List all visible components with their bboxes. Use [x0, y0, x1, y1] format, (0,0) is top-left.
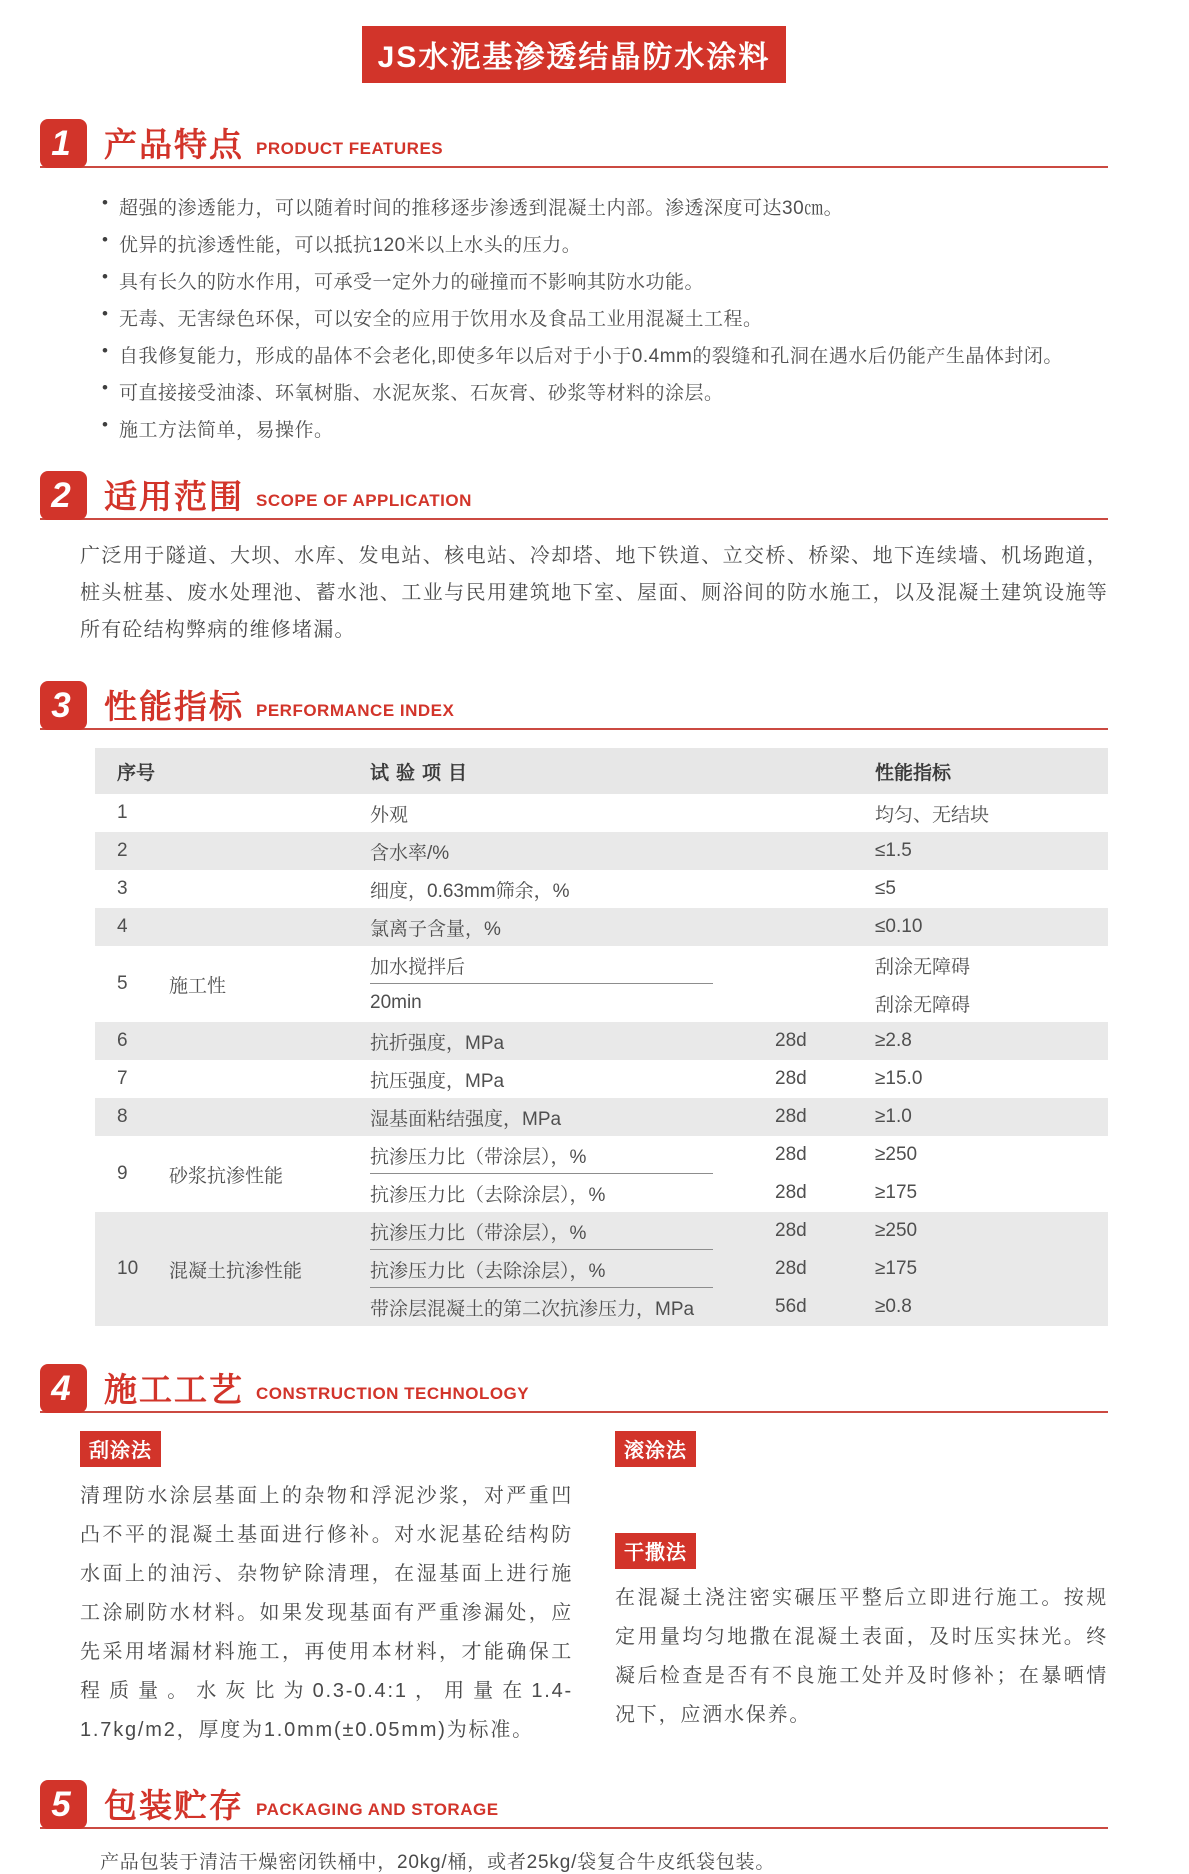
cell-age: 28d: [775, 1220, 807, 1241]
table-row: [95, 794, 1108, 832]
cell-category: 施工性: [169, 975, 227, 997]
section-number-badge: 4: [40, 1364, 87, 1413]
feature-bullet: • 可直接接受油漆、环氧树脂、水泥灰浆、石灰膏、砂浆等材料的涂层。: [100, 373, 1108, 410]
section-subtitle-en: PRODUCT FEATURES: [256, 139, 444, 158]
document-title: JS水泥基渗透结晶防水涂料: [362, 26, 787, 83]
cell-no: 1: [117, 802, 128, 823]
scope-paragraph: 广泛用于隧道、大坝、水库、发电站、核电站、冷却塔、地下铁道、立交桥、桥梁、地下连续墙、机场跑道，桩头桩基、废水处理池、蓄水池、工业与民用建筑地下室、屋面、厕浴间的防水施工，以及混凝土建筑设施等所有砼结构弊病的维修堵漏。: [80, 545, 1108, 641]
method-column-right: [615, 1431, 1108, 1750]
section-scope-header: [40, 471, 1108, 520]
cell-no: 3: [117, 878, 128, 899]
cell-value: ≥250: [875, 1220, 918, 1241]
cell-value: 均匀、无结块: [875, 804, 990, 826]
feature-bullet-list: [40, 186, 1108, 447]
cell-test-item: 20min: [370, 992, 422, 1013]
section-subtitle-en: PERFORMANCE INDEX: [256, 701, 455, 720]
section-construction-header: [40, 1364, 1108, 1413]
cell-test-item: 抗压强度，MPa: [370, 1070, 505, 1092]
cell-age: 56d: [775, 1296, 807, 1317]
cell-age: [775, 794, 875, 832]
table-row: [95, 1098, 1108, 1136]
table-row: [95, 832, 1108, 870]
feature-bullet: • 超强的渗透能力，可以随着时间的推移逐步渗透到混凝土内部。渗透深度可达30㎝。: [100, 188, 1108, 225]
cell-value: ≤1.5: [875, 840, 912, 861]
cell-no: 2: [117, 840, 128, 861]
section-title: 包装贮存: [104, 1787, 244, 1824]
method-column-left: [80, 1431, 573, 1750]
cell-age: 28d: [775, 1258, 807, 1279]
cell-no: 7: [117, 1068, 128, 1089]
packaging-paragraph: 产品包装于清洁干燥密闭铁桶中，20kg/桶，或者25kg/袋复合牛皮纸袋包装。: [100, 1852, 776, 1873]
cell-no: 4: [117, 916, 128, 937]
cell-test-item: 加水搅拌后: [370, 946, 775, 984]
cell-test-item: 氯离子含量，%: [370, 918, 501, 940]
cell-category: [169, 908, 370, 946]
cell-value: ≥175: [875, 1182, 918, 1203]
cell-value: ≥0.8: [875, 1296, 912, 1317]
cell-test-item: 细度，0.63mm筛余，%: [370, 880, 570, 902]
header-no: 序号: [117, 762, 156, 784]
section-title: 性能指标: [104, 688, 244, 725]
cell-no: 10: [117, 1258, 139, 1279]
table-row: [95, 946, 1108, 1022]
table-body: [95, 794, 1108, 1326]
cell-category: [169, 870, 370, 908]
table-row: [95, 1060, 1108, 1098]
cell-value: ≥175: [875, 1258, 918, 1279]
cell-age: [775, 984, 875, 1022]
feature-bullet: • 优异的抗渗透性能，可以抵抗120米以上水头的压力。: [100, 225, 1108, 262]
cell-test-item: 抗折强度，MPa: [370, 1032, 505, 1054]
cell-age: [775, 946, 875, 984]
feature-bullet: • 施工方法简单，易操作。: [100, 410, 1108, 447]
feature-bullet: • 自我修复能力，形成的晶体不会老化,即使多年以后对于小于0.4mm的裂缝和孔洞在遇水后仍能产生晶体封闭。: [100, 336, 1108, 373]
cell-value: ≥1.0: [875, 1106, 912, 1127]
cell-test-item: 带涂层混凝土的第二次抗渗压力，MPa: [370, 1298, 695, 1320]
cell-age: [775, 908, 875, 946]
title-bar: [40, 26, 1108, 83]
header-test-item: 试验项目: [370, 762, 475, 784]
section-number-badge: 1: [40, 119, 87, 168]
cell-age: 28d: [775, 1068, 807, 1089]
table-row: [95, 1212, 1108, 1326]
construction-methods: [80, 1431, 1108, 1750]
cell-no: 5: [117, 973, 128, 994]
section-number-badge: 3: [40, 681, 87, 730]
cell-no: 6: [117, 1030, 128, 1051]
section-packaging-header: [40, 1780, 1108, 1829]
section-title: 适用范围: [104, 478, 244, 515]
feature-bullet: • 具有长久的防水作用，可承受一定外力的碰撞而不影响其防水功能。: [100, 262, 1108, 299]
cell-age: 28d: [775, 1106, 807, 1127]
cell-test-item: 湿基面粘结强度，MPa: [370, 1108, 562, 1130]
cell-category: [169, 832, 370, 870]
cell-test-item: 含水率/%: [370, 842, 450, 864]
section-features-header: [40, 119, 1108, 168]
cell-test-item: 抗渗压力比（带涂层），%: [370, 1212, 775, 1250]
cell-test-item: 抗渗压力比（带涂层），%: [370, 1136, 775, 1174]
cell-value: ≥2.8: [875, 1030, 912, 1051]
method-gap: [615, 1471, 1108, 1533]
cell-value: ≤5: [875, 878, 896, 899]
cell-test-item: 抗渗压力比（去除涂层），%: [370, 1184, 606, 1206]
cell-value: 刮涂无障碍: [875, 956, 971, 978]
cell-value: ≤0.10: [875, 916, 923, 937]
cell-value: 刮涂无障碍: [875, 994, 971, 1016]
cell-age: [775, 832, 875, 870]
cell-category: [169, 1022, 370, 1060]
cell-no: 8: [117, 1106, 128, 1127]
performance-table: [95, 748, 1108, 1326]
header-performance-index: 性能指标: [875, 762, 952, 784]
table-row: [95, 908, 1108, 946]
cell-age: [775, 870, 875, 908]
section-title: 施工工艺: [104, 1371, 244, 1408]
table-row: [95, 870, 1108, 908]
cell-category: 混凝土抗渗性能: [169, 1260, 303, 1282]
section-performance-header: [40, 681, 1108, 730]
cell-age: 28d: [775, 1144, 807, 1165]
section-subtitle-en: CONSTRUCTION TECHNOLOGY: [256, 1384, 530, 1403]
cell-age: 28d: [775, 1182, 807, 1203]
method-badge-scrape: 刮涂法: [80, 1431, 161, 1467]
method-badge-dry: 干撒法: [615, 1533, 696, 1569]
feature-bullet: • 无毒、无害绿色环保，可以安全的应用于饮用水及食品工业用混凝土工程。: [100, 299, 1108, 336]
cell-category: [169, 794, 370, 832]
cell-test-item: 抗渗压力比（去除涂层），%: [370, 1250, 775, 1288]
table-row: [95, 1022, 1108, 1060]
cell-category: 砂浆抗渗性能: [169, 1165, 284, 1187]
cell-category: [169, 1098, 370, 1136]
section-number-badge: 5: [40, 1780, 87, 1829]
cell-value: ≥15.0: [875, 1068, 923, 1089]
cell-age: 28d: [775, 1030, 807, 1051]
section-number-badge: 2: [40, 471, 87, 520]
method-badge-roll: 滚涂法: [615, 1431, 696, 1467]
section-title: 产品特点: [104, 126, 244, 163]
cell-category: [169, 1060, 370, 1098]
section-subtitle-en: PACKAGING AND STORAGE: [256, 1800, 499, 1819]
method-text-dry: 在混凝土浇注密实碾压平整后立即进行施工。按规定用量均匀地撒在混凝土表面，及时压实抹光。终凝后检查是否有不良施工处并及时修补；在暴晒情况下，应洒水保养。: [615, 1587, 1108, 1726]
cell-test-item: 外观: [370, 804, 409, 826]
table-header-row: [95, 748, 1108, 794]
cell-value: ≥250: [875, 1144, 918, 1165]
cell-no: 9: [117, 1163, 128, 1184]
table-row: [95, 1136, 1108, 1212]
section-subtitle-en: SCOPE OF APPLICATION: [256, 491, 472, 510]
method-text-scrape: 清理防水涂层基面上的杂物和浮泥沙浆，对严重凹凸不平的混凝土基面进行修补。对水泥基砼结构防水面上的油污、杂物铲除清理，在湿基面上进行施工涂刷防水材料。如果发现基面有严重渗漏处，应先采用堵漏材料施工，再使用本材料，才能确保工程质量。水灰比为0.3-0.4:1，用量在1.4-1.7kg/m2，厚度为1.0mm(±0.05mm)为标准。: [80, 1485, 573, 1741]
